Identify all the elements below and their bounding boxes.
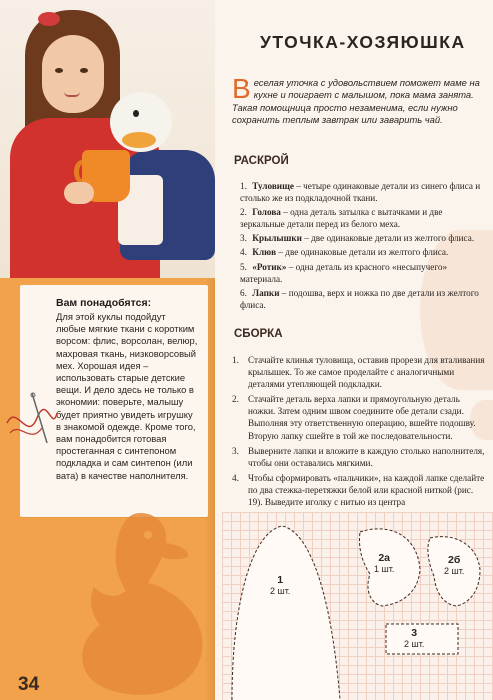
photo-eye xyxy=(55,68,63,73)
intro-drop-cap: В xyxy=(232,73,251,104)
list-item: 1. Туловище – четыре одинаковые детали из синего флиса и столько же из подкладочной ткани. xyxy=(240,181,481,204)
list-item: 4. Чтобы сформировать «пальчики», на каждой лапке сделайте по два стежка-перетяжки белой или красной ниткой (рис. 19). Выведите иголку с нитью из центра xyxy=(232,472,485,508)
section-heading-sborka: СБОРКА xyxy=(234,328,283,340)
materials-text: Для этой куклы подойдут любые мягкие ткани с коротким ворсом: флис, ворсолан, велюр, махровая ткань, низковорсовый мех. Хорошая идея – использовать старые детские вещи. И дело здесь не только в экономии: поверьте, малышу будет приятно увидеть игрушку в знакомой одежде. Кроме того, вам понадобится готовая простеганная с синтепоном подкладка и сам синтепон (или вата) в качестве наполнителя. xyxy=(56,311,198,481)
photo-face xyxy=(42,35,104,113)
page-title: УТОЧКА-ХОЗЯЮШКА xyxy=(260,32,466,52)
list-item: 2. Голова – одна деталь затылка с вытачками и две зеркальные детали перед из белого меха. xyxy=(240,207,443,230)
duck-silhouette-icon xyxy=(70,505,210,700)
list-item: 5. «Ротик» – одна деталь из красного «несыпучего» материала. xyxy=(240,261,448,284)
list-item: 3. Крылышки – две одинаковые детали из желтого флиса. xyxy=(240,233,475,244)
list-item: 3. Выверните лапки и вложите в каждую столько наполнителя, чтобы они оставались мягкими. xyxy=(232,445,485,468)
photo-eye xyxy=(80,68,88,73)
photo-hand xyxy=(64,182,94,204)
list-item: 2. Стачайте деталь верха лапки и прямоугольную деталь ножки. Затем одним швом соедините обе детали сзади. Выполняя эту ответственную операцию, вшейте подошву. Вторую лапку сшейте в той же последовательности. xyxy=(232,394,476,441)
photo-mouth xyxy=(64,92,80,97)
intro-text: еселая уточка с удовольствием поможет маме на кухне и поиграет с малышом, пока мама занята. Такая помощница просто незаменима, если нужно сохранить теплым завтрак или заварить чай. xyxy=(232,77,480,126)
list-item: 6. Лапки – подошва, верх и ножка по две детали из желтого флиса. xyxy=(240,287,479,310)
pattern-label-2a: 2а 1 шт. xyxy=(374,552,395,574)
section-heading-raskroi: РАСКРОЙ xyxy=(234,155,289,167)
pattern-label-1: 1 2 шт. xyxy=(270,574,291,596)
pattern-piece-1 xyxy=(232,526,340,700)
thread-needle-icon xyxy=(2,383,62,453)
sborka-list xyxy=(232,354,488,511)
page-number: 34 xyxy=(18,674,40,695)
sewing-pattern xyxy=(222,512,493,700)
materials-title: Вам понадобятся: xyxy=(56,297,152,309)
raskroi-list xyxy=(240,180,488,313)
photo-hair-bow xyxy=(38,12,60,26)
photo-duck-eye xyxy=(133,110,139,117)
pattern-label-2b: 2б 2 шт. xyxy=(444,554,465,576)
photo-girl-with-duck-toy xyxy=(0,0,215,278)
list-item: 4. Клюв – две одинаковые детали из желтого флиса. xyxy=(240,247,449,258)
list-item: 1. Стачайте клинья туловища, оставив прорези для вталивания крылышек. То же самое проделайте с аналогичными деталями утепляющей подкладки. xyxy=(232,355,485,390)
pattern-pieces xyxy=(222,512,493,700)
intro-paragraph xyxy=(232,73,487,127)
pattern-label-3: 3 2 шт. xyxy=(404,627,425,649)
photo-duck-beak xyxy=(122,132,156,148)
